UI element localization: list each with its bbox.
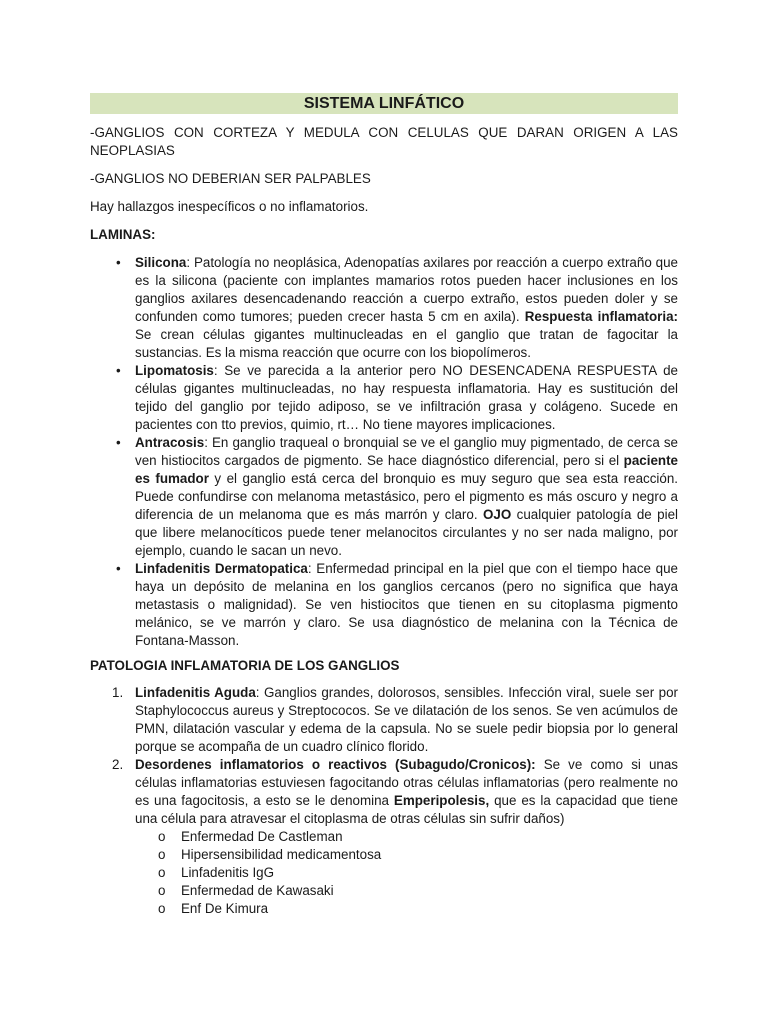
item-text: : En ganglio traqueal o bronquial se ve el ganglio muy pigmentado, de cerca se ven histiocitos cargados de pigmento. Se hace diagnóstico diferencial, pero si el: [135, 435, 678, 468]
list-number: 1.: [112, 685, 124, 700]
term-paciente-fumador: paciente es fumador: [135, 453, 678, 486]
term-silicona: Silicona: [135, 255, 187, 270]
item-text: Se crean células gigantes multinucleadas en el ganglio que tratan de fagocitar la sustancias. Es la misma reacción que ocurre con los biopolímeros.: [135, 327, 678, 360]
item-text: : Ganglios grandes, dolorosos, sensibles. Infección viral, suele ser por Staphylococcus aureus y Streptococos. Se ve dilatación de los senos. Se ven acúmulos de PMN, dilatación vascular y edema de la capsula. No se suele pedir biopsia por lo general porque se acompaña de un cuadro clínico florido.: [135, 685, 678, 754]
term-respuesta-inflamatoria: Respuesta inflamatoria:: [524, 309, 678, 324]
sub-item-text: Enf De Kimura: [181, 901, 269, 916]
term-linfadenitis-dermatopatica: Linfadenitis Dermatopatica: [135, 561, 308, 576]
bullet-icon: •: [116, 561, 121, 576]
circle-bullet-icon: o: [158, 901, 166, 916]
term-antracosis: Antracosis: [135, 435, 205, 450]
sub-item-text: Hipersensibilidad medicamentosa: [181, 847, 382, 862]
circle-bullet-icon: o: [158, 829, 166, 844]
item-text: : Enfermedad principal en la piel que con el tiempo hace que haya un depósito de melanina en los ganglios cercanos (pero no significa que haya metastasis o malignidad). Se ven histiocitos que tienen en su citoplasma pigmento melánico, se ve marrón y claro. Se usa diagnóstico de melanina con la Técnica de Fontana-Masson.: [135, 561, 679, 648]
list-item-linfadenitis-dermatopatica: [90, 560, 678, 650]
section-heading-patologia: PATOLOGIA INFLAMATORIA DE LOS GANGLIOS: [90, 658, 400, 673]
sub-list-item: [135, 882, 678, 900]
list-item-linfadenitis-aguda: [90, 684, 678, 756]
sub-list-item: [135, 828, 678, 846]
sub-item-text: Linfadenitis IgG: [181, 865, 275, 880]
document-title: SISTEMA LINFÁTICO: [90, 93, 678, 114]
term-lipomatosis: Lipomatosis: [135, 363, 214, 378]
list-item-antracosis: [90, 434, 678, 560]
item-text: cualquier patología de piel que libere melanocíticos puede tener melanocitos circulantes y no ser nada maligno, por ejemplo, cuando le sacan un nevo.: [135, 507, 678, 558]
term-ojo: OJO: [482, 507, 512, 522]
item-text: : Se ve parecida a la anterior pero NO DESENCADENA RESPUESTA de células gigantes multinucleadas, no hay respuesta inflamatoria. Hay es sustitución del tejido del ganglio por tejido adiposo, se ve infiltración grasa y colágeno. Sucede en pacientes con tto previos, quimio, rt… No tiene mayores implicaciones.: [135, 363, 678, 432]
circle-bullet-icon: o: [158, 847, 166, 862]
term-desordenes-inflamatorios: Desordenes inflamatorios o reactivos (Subagudo/Cronicos):: [135, 757, 536, 772]
list-number: 2.: [112, 757, 124, 772]
patologia-list: [90, 684, 678, 918]
sub-item-text: Enfermedad de Kawasaki: [181, 883, 334, 898]
term-linfadenitis-aguda: Linfadenitis Aguda: [135, 685, 256, 700]
section-heading-laminas: LAMINAS:: [90, 227, 156, 242]
item-text: y el ganglio está cerca del bronquio es muy seguro que sea esta reacción. Puede confundirse con melanoma metastásico, pero el pigmento es más oscuro y negro a diferencia de un melanoma que es más marrón y claro.: [135, 471, 679, 522]
item-text: que es la capacidad que tiene una célula para atravesar el citoplasma de otras células sin sufrir daños): [135, 793, 678, 826]
sub-list-item: [135, 846, 678, 864]
laminas-list: [90, 254, 678, 650]
circle-bullet-icon: o: [158, 865, 166, 880]
sub-list-item: [135, 900, 678, 918]
list-item-lipomatosis: [90, 362, 678, 434]
circle-bullet-icon: o: [158, 883, 166, 898]
sub-list: [135, 828, 678, 918]
intro-paragraph-1: -GANGLIOS CON CORTEZA Y MEDULA CON CELULAS QUE DARAN ORIGEN A LAS NEOPLASIAS: [90, 125, 678, 158]
bullet-icon: •: [116, 255, 121, 270]
list-item-silicona: [90, 254, 678, 362]
intro-paragraph-3: Hay hallazgos inespecíficos o no inflamatorios.: [90, 199, 369, 214]
intro-paragraph-2: -GANGLIOS NO DEBERIAN SER PALPABLES: [90, 171, 371, 186]
item-text: Se ve como si unas células inflamatorias estuviesen fagocitando otras células inflamatorias (pero realmente no es una fagocitosis, a esto se le denomina: [135, 757, 678, 808]
sub-item-text: Enfermedad De Castleman: [181, 829, 343, 844]
term-emperipolesis: Emperipolesis,: [393, 793, 490, 808]
sub-list-item: [135, 864, 678, 882]
bullet-icon: •: [116, 363, 121, 378]
bullet-icon: •: [116, 435, 121, 450]
item-text: : Patología no neoplásica, Adenopatías axilares por reacción a cuerpo extraño que es la silicona (paciente con implantes mamarios rotos pueden hacer inclusiones en los ganglios axilares desencadenando reacción a cuerpo extraño, estos pueden doler y se confunden como tumores; pueden crecer hasta 5 cm en axila).: [135, 255, 678, 324]
list-item-desordenes-inflamatorios: [90, 756, 678, 918]
